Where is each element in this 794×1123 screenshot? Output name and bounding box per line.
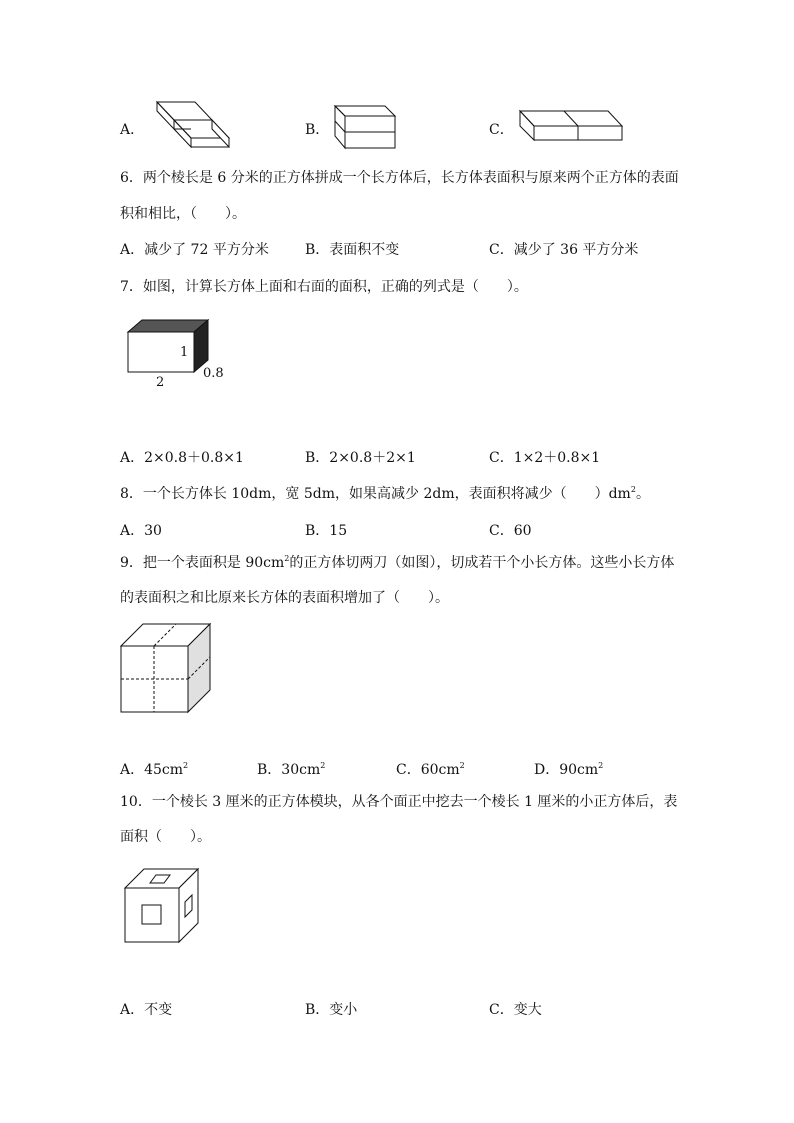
q9-text-rest: 的正方体切两刀（如图），切成若干个小长方体。这些小长方体: [289, 555, 675, 571]
q7-depth-label: 0.8: [203, 366, 224, 381]
q6-text-line2: 积和相比，（ ）。: [120, 206, 246, 222]
q9-option-c[interactable]: [396, 759, 465, 779]
q9-option-b[interactable]: [257, 759, 325, 779]
q8-text-line1: [120, 483, 650, 503]
q9-text-sup: 2: [284, 554, 290, 563]
q6-option-c[interactable]: C．减少了 36 平方分米: [489, 242, 639, 258]
q9-option-d-sup: 2: [598, 761, 604, 770]
q9-option-d[interactable]: [534, 759, 603, 779]
q9-option-c-text: C．60cm: [396, 762, 460, 778]
q7-option-c[interactable]: C．1×2＋0.8×1: [489, 450, 601, 466]
q7-option-b[interactable]: B．2×0.8＋2×1: [305, 450, 416, 466]
q7-height-label: 1: [180, 345, 189, 360]
q9-text-line1: [120, 552, 674, 572]
q8-text-end: 。: [635, 486, 650, 502]
q9-option-a-sup: 2: [183, 761, 189, 770]
q8-option-a[interactable]: A．30: [120, 523, 162, 539]
q10-option-c[interactable]: C．变大: [489, 1002, 542, 1018]
q9-option-d-text: D．90cm: [534, 762, 599, 778]
q9-cube-figure: [118, 622, 214, 716]
q8-option-c[interactable]: C．60: [489, 523, 532, 539]
q6-text-line1: 6．两个棱长是 6 分米的正方体拼成一个长方体后，长方体表面积与原来两个正方体的表面: [120, 170, 679, 186]
q8-option-b[interactable]: B．15: [305, 523, 348, 539]
q5-option-a-label[interactable]: A．: [120, 122, 145, 138]
q5-option-a-figure: [150, 100, 240, 152]
q7-option-a[interactable]: A．2×0.8＋0.8×1: [120, 450, 244, 466]
q9-text-line2: 的表面积之和比原来长方体的表面积增加了（ ）。: [120, 590, 449, 606]
q10-hollowed-cube-figure: [122, 866, 202, 946]
q5-option-c-label[interactable]: C．: [489, 122, 514, 138]
q10-text-line2: 面积（ ）。: [120, 829, 211, 845]
q9-option-b-sup: 2: [320, 761, 326, 770]
q9-option-c-sup: 2: [459, 761, 465, 770]
q5-option-c-figure: [516, 108, 626, 144]
q10-text-line1: 10．一个棱长 3 厘米的正方体模块，从各个面正中挖去一个棱长 1 厘米的小正方体后，表: [120, 794, 678, 810]
q8-text-main: 8．一个长方体长 10dm，宽 5dm，如果高减少 2dm，表面积将减少（ ）dm: [120, 486, 631, 502]
q7-text-line1: 7．如图，计算长方体上面和右面的面积，正确的列式是（ ）。: [120, 279, 528, 295]
q10-option-b[interactable]: B．变小: [305, 1002, 358, 1018]
q7-width-label: 2: [156, 375, 165, 390]
q6-option-a[interactable]: A．减少了 72 平方分米: [120, 242, 269, 258]
q7-cuboid-figure: [122, 316, 232, 396]
q9-option-a[interactable]: [120, 759, 188, 779]
q5-option-b-figure: [333, 104, 399, 152]
q8-text-sup: 2: [630, 485, 636, 494]
q9-option-a-text: A．45cm: [120, 762, 184, 778]
q9-option-b-text: B．30cm: [257, 762, 321, 778]
q5-option-b-label[interactable]: B．: [305, 122, 330, 138]
q10-option-a[interactable]: A．不变: [120, 1002, 173, 1018]
q6-option-b[interactable]: B．表面积不变: [305, 242, 400, 258]
q9-text-main: 9．把一个表面积是 90cm: [120, 555, 285, 571]
